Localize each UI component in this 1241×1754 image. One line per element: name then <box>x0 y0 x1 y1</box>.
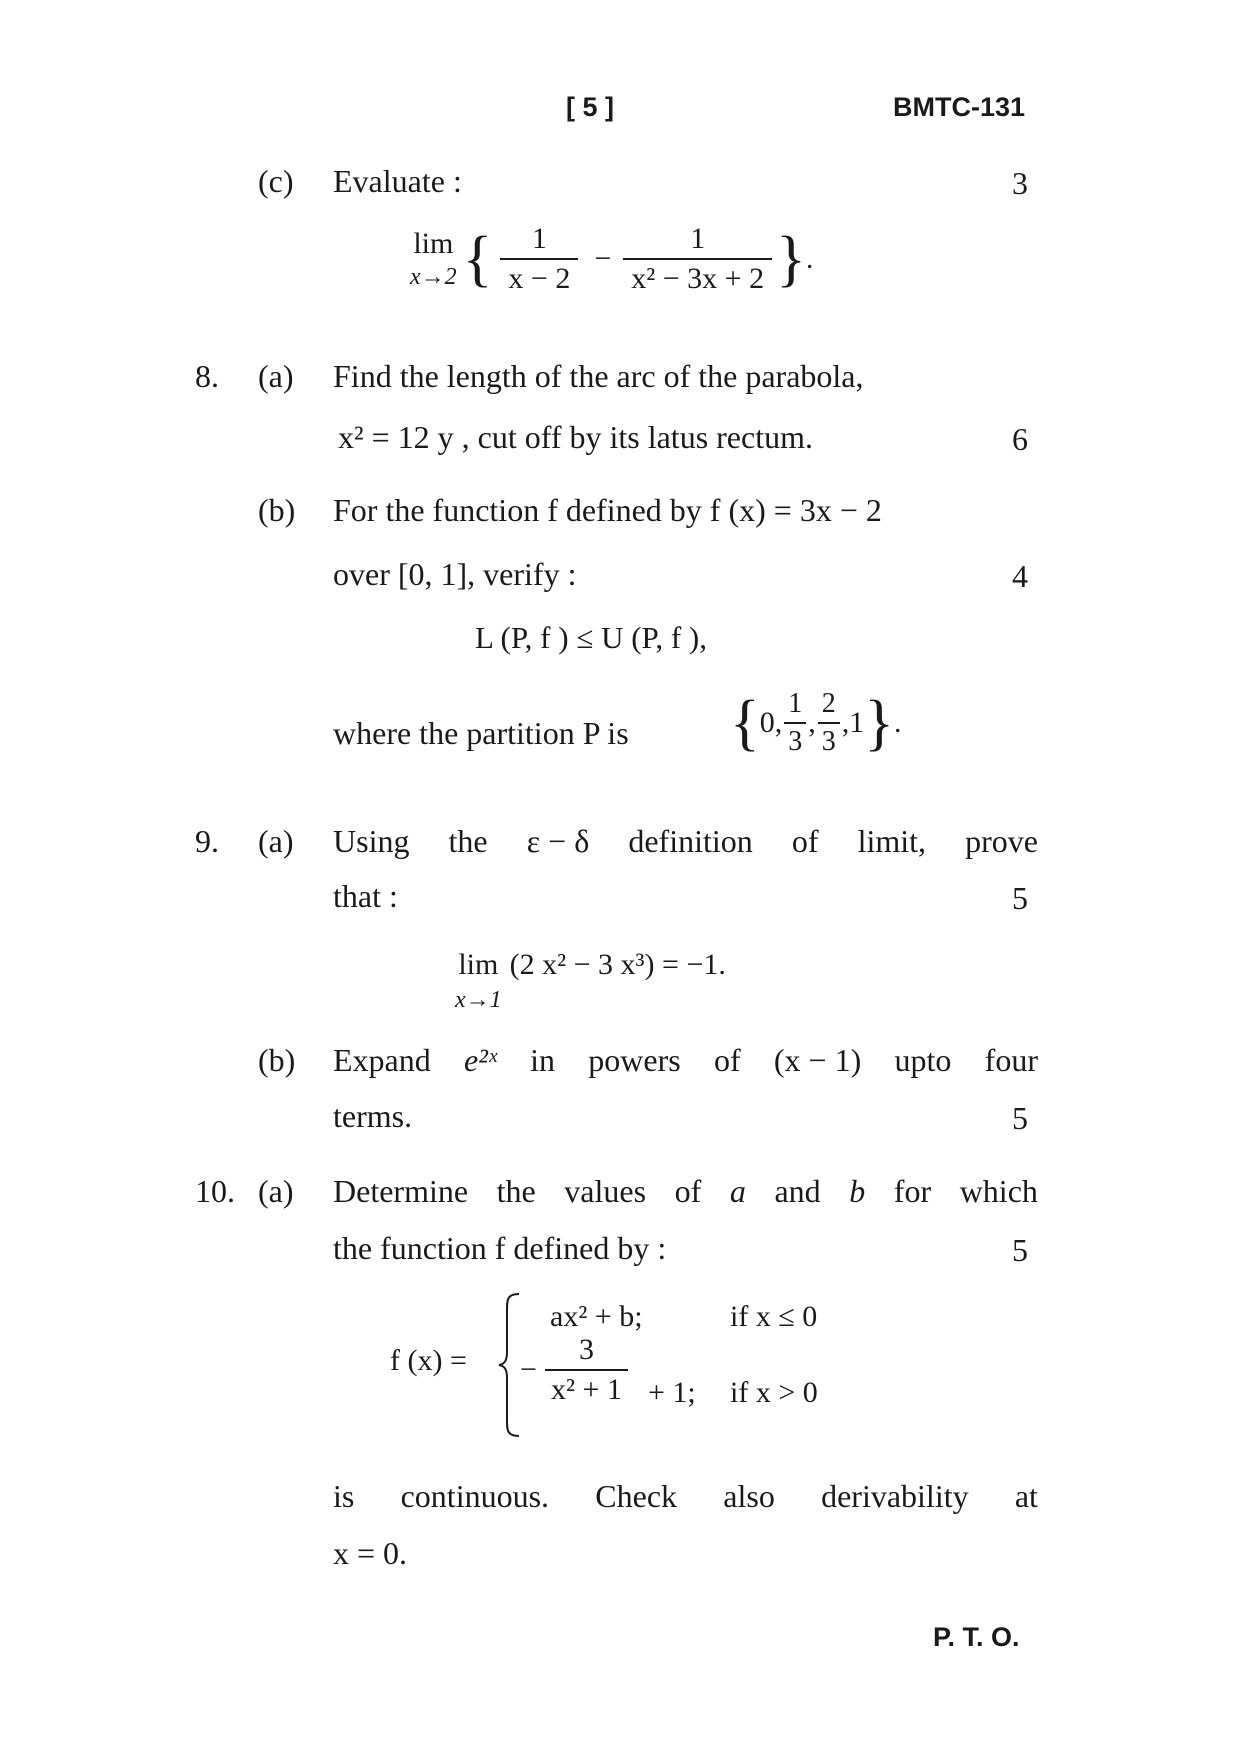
q8b-marks: 4 <box>1012 558 1028 594</box>
q8-number: 8. <box>195 358 219 394</box>
limit-operator: lim x→1 <box>455 948 502 1013</box>
piecewise-fx: f (x) = <box>390 1344 467 1377</box>
q10a-line2: the function f defined by : <box>333 1230 667 1266</box>
q7c-text: Evaluate : <box>333 163 462 199</box>
page-number: [ 5 ] <box>566 92 615 122</box>
q8a-line2: x² = 12 y , cut off by its latus rectum. <box>338 419 813 455</box>
pto-label: P. T. O. <box>933 1622 1020 1652</box>
q8b-label: (b) <box>258 492 296 528</box>
right-brace: } <box>864 689 895 757</box>
partition-set: { 0, $\frac{1}{3}$ , $\frac{2}{3}$ , 1 } . <box>730 688 902 757</box>
q7c-marks: 3 <box>1012 165 1028 201</box>
q10a-line4: x = 0. <box>333 1535 408 1571</box>
q10-number: 10. <box>195 1173 235 1209</box>
fraction-one-third: $\frac{1}{3}$ <box>784 690 806 756</box>
q10a-marks: 5 <box>1012 1232 1028 1268</box>
limit-operator: lim x→2 <box>410 227 457 290</box>
course-code: BMTC-131 <box>893 92 1026 122</box>
q8b-line3: where the partition P is <box>333 715 629 751</box>
q9a-marks: 5 <box>1012 880 1028 916</box>
q7c-label: (c) <box>258 163 294 199</box>
q8a-label: (a) <box>258 358 294 394</box>
q8a-marks: 6 <box>1012 421 1028 457</box>
q9a-label: (a) <box>258 823 294 859</box>
q9a-line1: Using the ε − δ definition of limit, prove <box>333 823 1038 859</box>
q8a-line1-text: Find the length of the arc of the parabola, <box>333 358 864 394</box>
case2-cond: if x > 0 <box>730 1376 818 1409</box>
q8b-line2: over [0, 1], verify : <box>333 556 577 592</box>
q10a-line3: is continuous. Check also derivability at <box>333 1478 1038 1514</box>
q9b-marks: 5 <box>1012 1100 1028 1136</box>
q8b-line1: For the function f defined by f (x) = 3x − 2 <box>333 492 882 528</box>
q9a-limit-expression: lim x→1 (2 x² − 3 x³) = −1. <box>455 948 726 1013</box>
minus-sign: − <box>594 242 612 275</box>
case1-cond: if x ≤ 0 <box>730 1300 818 1333</box>
q9b-line1: Expand e²ˣ in powers of (x − 1) upto four <box>333 1042 1038 1078</box>
q9-number: 9. <box>195 823 219 859</box>
q7c-limit-expression <box>410 224 813 294</box>
left-brace: { <box>730 689 760 757</box>
q9a-line2: that : <box>333 878 398 914</box>
q8a-line1 <box>333 360 1038 392</box>
q10a-label: (a) <box>258 1173 294 1209</box>
case2-tail: + 1; <box>648 1376 696 1409</box>
case2-fraction: $\frac{3}{\text{x² + 1}}$ <box>545 1335 628 1405</box>
q8b-formula: L (P, f ) ≤ U (P, f ), <box>475 620 707 655</box>
fraction-two-thirds: $\frac{2}{3}$ <box>818 690 840 756</box>
left-brace: { <box>462 225 493 293</box>
period: . <box>805 242 814 275</box>
right-brace: } <box>776 225 806 293</box>
q9b-line2: terms. <box>333 1098 413 1134</box>
case1-expr: ax² + b; <box>550 1300 643 1333</box>
case2-minus: − <box>520 1353 537 1386</box>
q10a-line1: Determine the values of a and b for which <box>333 1173 1038 1209</box>
fraction-1: $\frac{1}{x - 2}$ <box>500 224 578 294</box>
q9b-label: (b) <box>258 1042 296 1078</box>
fraction-2: $\frac{1}{\text{x² − 3x + 2}}$ <box>623 224 772 294</box>
